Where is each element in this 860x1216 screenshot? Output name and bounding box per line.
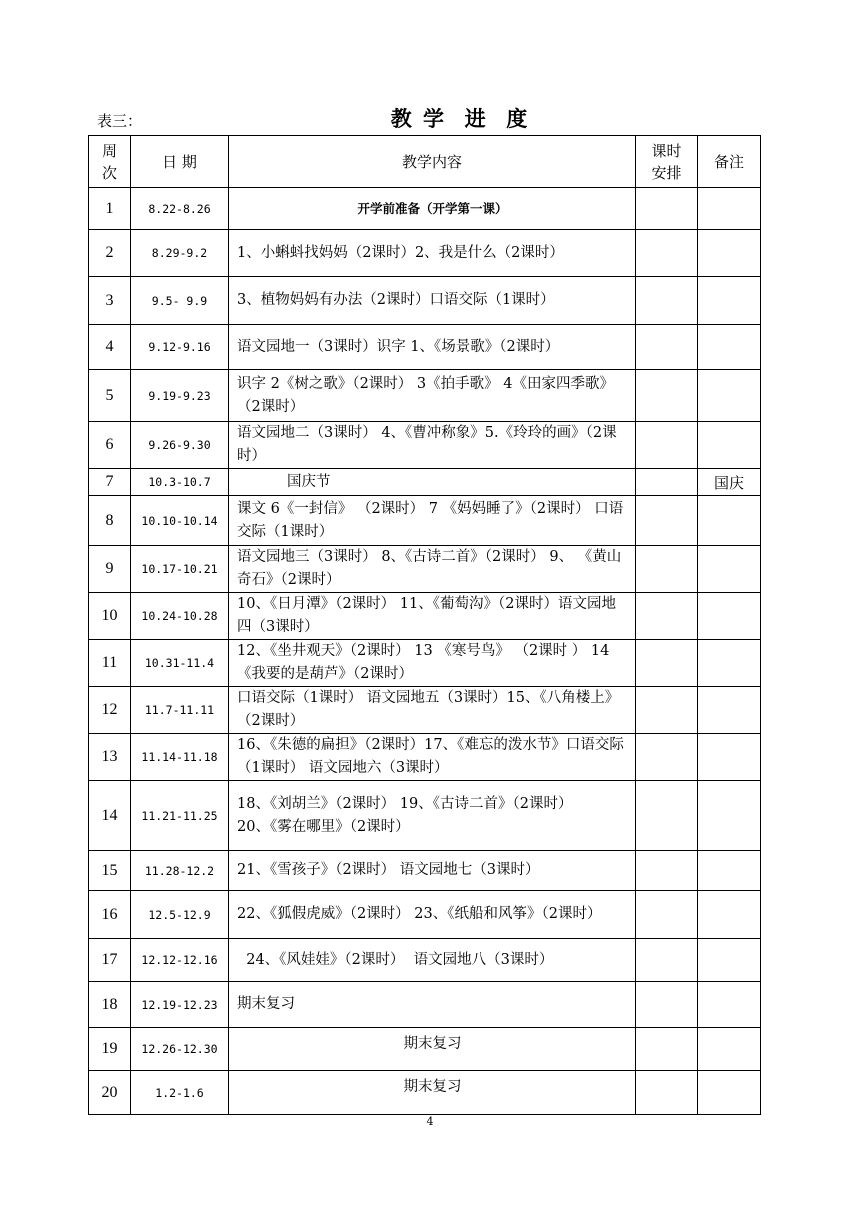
- notes-cell: [698, 188, 761, 230]
- table-row: [89, 469, 761, 496]
- date-cell: 11.28-12.2: [131, 851, 229, 891]
- table-row: [89, 593, 761, 640]
- notes-cell: [698, 781, 761, 851]
- content-cell: 语文园地二（3课时） 4、《曹冲称象》5.《玲玲的画》（2课时）: [229, 422, 636, 469]
- page-title: 教 学 进 度: [390, 107, 530, 131]
- week-cell: 3: [89, 277, 131, 325]
- notes-cell: [698, 1071, 761, 1115]
- table-row: [89, 230, 761, 277]
- date-cell: 10.17-10.21: [131, 546, 229, 593]
- table-row: [89, 687, 761, 734]
- notes-cell: [698, 687, 761, 734]
- content-cell: 识字 2《树之歌》（2课时） 3《拍手歌》 4《田家四季歌》（2课时）: [229, 370, 636, 422]
- content-cell: 期末复习: [229, 982, 636, 1028]
- table-row: [89, 851, 761, 891]
- header-week: 周 次: [89, 136, 131, 188]
- content-cell: 22、《狐假虎威》（2课时） 23、《纸船和风筝》（2课时）: [229, 891, 636, 939]
- table-row: [89, 891, 761, 939]
- date-cell: 12.12-12.16: [131, 939, 229, 982]
- content-cell: 21、《雪孩子》（2课时） 语文园地七（3课时）: [229, 851, 636, 891]
- content-cell: 语文园地三（3课时） 8、《古诗二首》（2课时） 9、 《黄山奇石》（2课时）: [229, 546, 636, 593]
- hours-cell: [636, 370, 698, 422]
- notes-cell: [698, 546, 761, 593]
- notes-cell: [698, 593, 761, 640]
- date-cell: 1.2-1.6: [131, 1071, 229, 1115]
- content-cell: 16、《朱德的扁担》（2课时）17、《难忘的泼水节》口语交际（1课时） 语文园地六（3课时）: [229, 734, 636, 781]
- content-cell: 国庆节: [229, 469, 636, 496]
- week-cell: 5: [89, 370, 131, 422]
- hours-cell: [636, 469, 698, 496]
- hours-cell: [636, 781, 698, 851]
- notes-cell: [698, 851, 761, 891]
- content-cell: 期末复习: [229, 1071, 636, 1115]
- week-cell: 16: [89, 891, 131, 939]
- hours-cell: [636, 496, 698, 546]
- hours-cell: [636, 422, 698, 469]
- table-row: [89, 734, 761, 781]
- hours-cell: [636, 939, 698, 982]
- week-cell: 10: [89, 593, 131, 640]
- content-cell: 期末复习: [229, 1028, 636, 1071]
- week-cell: 1: [89, 188, 131, 230]
- content-cell: 18、《刘胡兰》（2课时） 19、《古诗二首》（2课时） 20、《雾在哪里》（2课时）: [229, 781, 636, 851]
- page-number: 4: [426, 1115, 434, 1128]
- week-cell: 2: [89, 230, 131, 277]
- date-cell: 9.26-9.30: [131, 422, 229, 469]
- content-cell: 12、《坐井观天》（2课时） 13 《寒号鸟》 （2课时 ） 14《我要的是葫芦》（2课时）: [229, 640, 636, 687]
- table-label: 表三：: [97, 112, 143, 130]
- date-cell: 8.22-8.26: [131, 188, 229, 230]
- hours-cell: [636, 277, 698, 325]
- week-cell: 18: [89, 982, 131, 1028]
- week-cell: 9: [89, 546, 131, 593]
- date-cell: 11.21-11.25: [131, 781, 229, 851]
- header-hours: 课时 安排: [636, 136, 698, 188]
- date-cell: 11.14-11.18: [131, 734, 229, 781]
- table-row: [89, 640, 761, 687]
- table-row: [89, 277, 761, 325]
- hours-cell: [636, 1028, 698, 1071]
- date-cell: 11.7-11.11: [131, 687, 229, 734]
- week-cell: 13: [89, 734, 131, 781]
- hours-cell: [636, 851, 698, 891]
- header-notes: 备注: [698, 136, 761, 188]
- content-cell: 口语交际（1课时） 语文园地五（3课时）15、《八角楼上》（2课时）: [229, 687, 636, 734]
- date-cell: 12.19-12.23: [131, 982, 229, 1028]
- notes-cell: [698, 640, 761, 687]
- date-cell: 9.19-9.23: [131, 370, 229, 422]
- hours-cell: [636, 593, 698, 640]
- hours-cell: [636, 188, 698, 230]
- table-row: [89, 1071, 761, 1115]
- date-cell: 12.5-12.9: [131, 891, 229, 939]
- table-row: [89, 939, 761, 982]
- notes-cell: [698, 422, 761, 469]
- table-row: [89, 422, 761, 469]
- notes-cell: [698, 891, 761, 939]
- header-date: 日 期: [131, 136, 229, 188]
- table-row: [89, 325, 761, 370]
- date-cell: 10.31-11.4: [131, 640, 229, 687]
- date-cell: 9.12-9.16: [131, 325, 229, 370]
- hours-cell: [636, 640, 698, 687]
- notes-cell: [698, 939, 761, 982]
- week-cell: 12: [89, 687, 131, 734]
- table-row: [89, 1028, 761, 1071]
- hours-cell: [636, 734, 698, 781]
- hours-cell: [636, 891, 698, 939]
- table-row: [89, 546, 761, 593]
- content-cell: 3、植物妈妈有办法（2课时）口语交际（1课时）: [229, 277, 636, 325]
- content-cell: 1、小蝌蚪找妈妈（2课时）2、我是什么（2课时）: [229, 230, 636, 277]
- content-cell: 课文 6《一封信》 （2课时） 7 《妈妈睡了》（2课时） 口语交际（1课时）: [229, 496, 636, 546]
- week-cell: 14: [89, 781, 131, 851]
- week-cell: 19: [89, 1028, 131, 1071]
- date-cell: 10.10-10.14: [131, 496, 229, 546]
- notes-cell: [698, 325, 761, 370]
- hours-cell: [636, 546, 698, 593]
- notes-cell: [698, 1028, 761, 1071]
- date-cell: 10.3-10.7: [131, 469, 229, 496]
- hours-cell: [636, 325, 698, 370]
- hours-cell: [636, 230, 698, 277]
- week-cell: 15: [89, 851, 131, 891]
- notes-cell: [698, 496, 761, 546]
- week-cell: 6: [89, 422, 131, 469]
- notes-cell: [698, 370, 761, 422]
- week-cell: 8: [89, 496, 131, 546]
- notes-cell: [698, 277, 761, 325]
- date-cell: 9.5- 9.9: [131, 277, 229, 325]
- notes-cell: [698, 734, 761, 781]
- week-cell: 20: [89, 1071, 131, 1115]
- hours-cell: [636, 982, 698, 1028]
- content-cell: 开学前准备（开学第一课）: [229, 188, 636, 230]
- table-row: [89, 370, 761, 422]
- header-content: 教学内容: [229, 136, 636, 188]
- hours-cell: [636, 1071, 698, 1115]
- table-row: [89, 982, 761, 1028]
- notes-cell: 国庆: [698, 469, 761, 496]
- notes-cell: [698, 982, 761, 1028]
- table-row: [89, 496, 761, 546]
- hours-cell: [636, 687, 698, 734]
- table-row: [89, 781, 761, 851]
- week-cell: 7: [89, 469, 131, 496]
- date-cell: 12.26-12.30: [131, 1028, 229, 1071]
- content-cell: 24、《风娃娃》（2课时） 语文园地八（3课时）: [229, 939, 636, 982]
- notes-cell: [698, 230, 761, 277]
- schedule-table: [88, 135, 761, 1115]
- week-cell: 11: [89, 640, 131, 687]
- date-cell: 8.29-9.2: [131, 230, 229, 277]
- header-row: [89, 136, 761, 188]
- table-row: [89, 188, 761, 230]
- week-cell: 4: [89, 325, 131, 370]
- content-cell: 10、《日月潭》（2课时） 11、《葡萄沟》（2课时）语文园地四（3课时）: [229, 593, 636, 640]
- content-cell: 语文园地一（3课时）识字 1、《场景歌》（2课时）: [229, 325, 636, 370]
- date-cell: 10.24-10.28: [131, 593, 229, 640]
- week-cell: 17: [89, 939, 131, 982]
